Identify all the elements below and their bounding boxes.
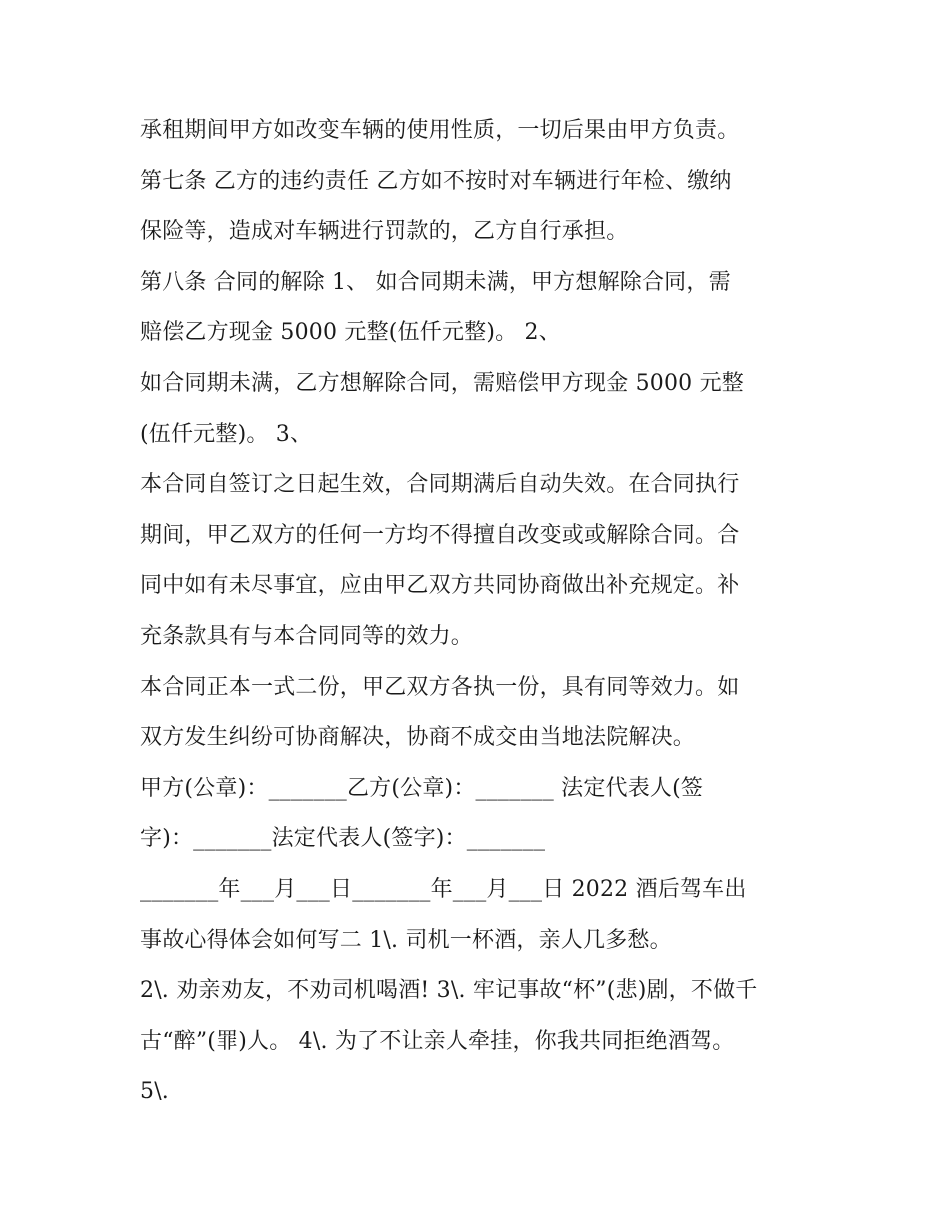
text-line: 第八条 合同的解除 1、 如合同期未满，甲方想解除合同，需 [140,269,731,295]
text-line: 充条款具有与本合同同等的效力。 [140,623,474,649]
text-line: 保险等，造成对车辆进行罚款的，乙方自行承担。 [140,219,629,245]
text-line: 第七条 乙方的违约责任 乙方如不按时对车辆进行年检、缴纳 [140,168,732,194]
text-line: 古“醉”(罪)人。 4\. 为了不让亲人牵挂，你我共同拒绝酒驾。 [140,1028,735,1054]
text-line: 本合同自签订之日起生效，合同期满后自动失效。在合同执行 [140,472,740,498]
date-line: _______年___月___日_______年___月___日 2022 酒后驾车出 [140,876,747,902]
text-line: 如合同期未满，乙方想解除合同，需赔偿甲方现金 5000 元整 [140,370,744,396]
text-line: 2\. 劝亲劝友，不劝司机喝酒! 3\. 牢记事故“杯”(悲)剧，不做千 [140,978,758,1004]
text-line: (伍仟元整)。 3、 [140,421,313,447]
text-line: 5\. [140,1079,170,1105]
signature-line: 甲方(公章)：_______乙方(公章)：_______ 法定代表人(签 [140,775,704,801]
text-line: 双方发生纠纷可协商解决，协商不成交由当地法院解决。 [140,725,696,751]
text-line: 赔偿乙方现金 5000 元整(伍仟元整)。 2、 [140,320,561,346]
text-line: 本合同正本一式二份，甲乙双方各执一份，具有同等效力。如 [140,674,740,700]
text-line: 期间，甲乙双方的任何一方均不得擅自改变或或解除合同。合 [140,522,740,548]
text-line: 同中如有未尽事宜，应由甲乙双方共同协商做出补充规定。补 [140,573,740,599]
text-line: 承租期间甲方如改变车辆的使用性质，一切后果由甲方负责。 [140,118,740,143]
text-line: 事故心得体会如何写二 1\. 司机一杯酒，亲人几多愁。 [140,927,672,953]
signature-line: 字)：_______法定代表人(签字)：_______ [140,826,546,852]
document-body [140,106,830,1118]
